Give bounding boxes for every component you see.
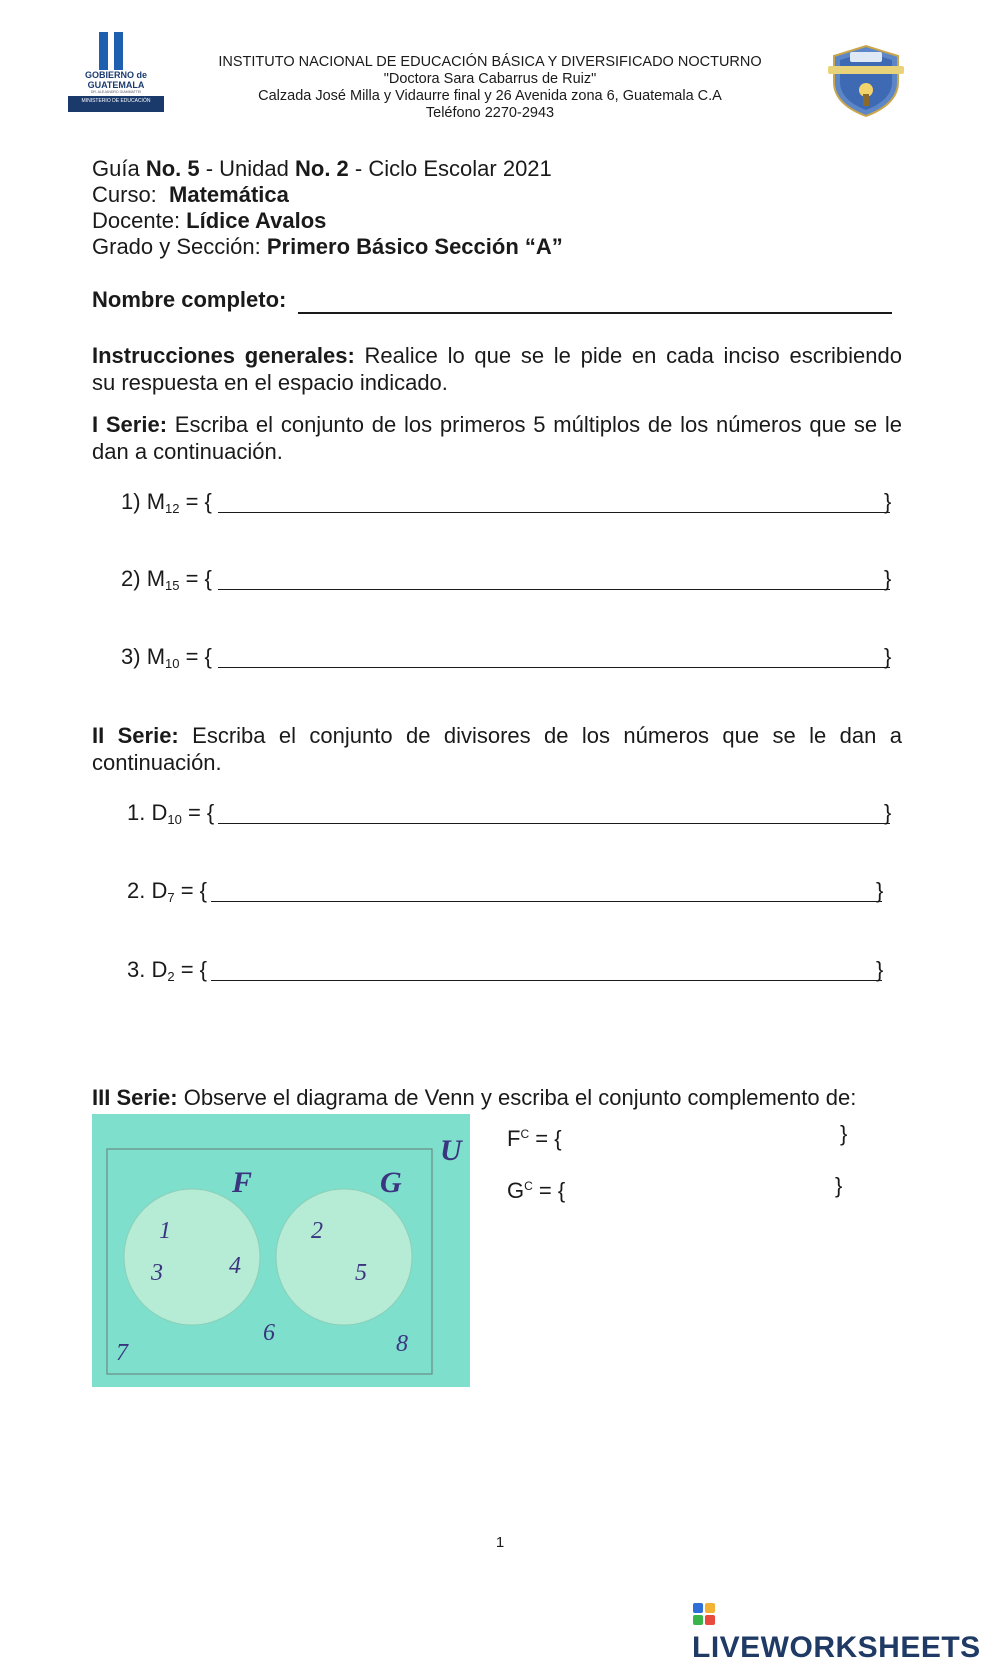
instructions-label: Instrucciones generales: [92,343,355,368]
serie-3-text: Observe el diagrama de Venn y escriba el conjunto complemento de: [177,1085,857,1110]
school-cycle: - Ciclo Escolar 2021 [348,156,552,181]
ministry-band: MINISTERIO DE EDUCACIÓN [68,96,164,112]
guide-info [92,156,563,260]
outside-element: 8 [396,1331,408,1357]
multiples-item-3: 3) $M_{10}$ = { [121,644,212,671]
guide-prefix: Guía [92,156,146,181]
serie-1-instructions [92,411,902,465]
course-label: Curso: [92,182,170,207]
school-crest-logo [826,40,906,120]
unit-number: No. 2 [295,156,349,181]
grade-label: Grado y Sección: [92,234,267,259]
venn-diagram [92,1114,470,1387]
institute-header [170,54,810,122]
set-f-element: 3 [151,1260,163,1286]
guide-line [92,156,563,182]
outside-element: 7 [116,1340,128,1366]
institute-dedication: "Doctora Sara Cabarrus de Ruiz" [383,71,597,87]
liveworksheets-brand [692,1597,1000,1665]
instructions-text-2: su respuesta en el espacio indicado. [92,370,448,395]
multiples-answer-line-1[interactable] [218,512,890,513]
serie-3-label: III Serie: [92,1085,178,1110]
set-g-element: 2 [311,1218,323,1244]
serie-1-text-2: dan a continuación. [92,439,283,464]
serie-1-text-1: Escriba el conjunto de los primeros 5 múltiplos de los números que se le [167,412,902,437]
teacher-label: Docente: [92,208,187,233]
closing-brace: } [840,1121,848,1146]
instructions-text-1: Realice lo que se le pide en cada inciso escribiendo [354,343,902,368]
serie-3-instructions [92,1084,902,1111]
serie-2-text-2: continuación. [92,750,222,775]
set-g-circle [276,1189,412,1325]
teacher-line [92,208,563,234]
gov-logo-sub: DR. ALEJANDRO GIAMMATTEI [90,90,142,94]
closing-brace: } [884,800,892,825]
divisors-item-2: 2. $D_7$ = { [127,878,208,905]
divisors-answer-line-1[interactable] [218,823,890,824]
liveworksheets-text: LIVEWORKSHEETS [692,1631,981,1664]
unit-prefix: - Unidad [199,156,295,181]
institute-name: INSTITUTO NACIONAL DE EDUCACIÓN BÁSICA Y DIVERSIFICADO NOCTURNO [218,54,762,70]
gov-logo-line2: GUATEMALA [87,80,145,90]
closing-brace: } [835,1173,843,1198]
closing-brace: } [884,566,892,591]
complement-g-answer-field[interactable] [572,1173,827,1199]
multiples-answer-line-3[interactable] [218,667,890,668]
liveworksheets-logo-icon [692,1602,716,1626]
institute-phone: Teléfono 2270-2943 [425,105,555,121]
page-number: 1 [495,1534,505,1551]
serie-2-text-1: Escriba el conjunto de divisores de los números que se le dan a [178,723,902,748]
multiples-item-2: 2) $M_{15}$ = { [121,566,212,593]
multiples-item-1: 1) $M_{12}$ = { [121,489,212,516]
general-instructions [92,342,902,396]
closing-brace: } [884,489,892,514]
closing-brace: } [876,957,884,982]
outside-element: 6 [263,1320,275,1346]
grade-value: Primero Básico Sección “A” [266,234,563,259]
full-name-input-line[interactable] [298,312,892,314]
serie-2-label: II Serie: [92,723,179,748]
complement-g: $G^C$ = { [507,1178,566,1203]
course-line [92,182,563,208]
gobierno-guatemala-logo [68,30,164,112]
closing-brace: } [884,644,892,669]
grade-line [92,234,563,260]
set-f-label: F [232,1166,253,1199]
multiples-answer-line-2[interactable] [218,589,890,590]
full-name-label: Nombre completo: [92,287,287,312]
institute-address: Calzada José Milla y Vidaurre final y 26 Avenida zona 6, Guatemala C.A [258,88,722,104]
set-f-element: 1 [159,1218,171,1244]
guide-number: No. 5 [145,156,200,181]
divisors-item-3: 3. $D_2$ = { [127,957,208,984]
set-g-element: 5 [355,1260,367,1286]
serie-2-instructions [92,722,902,776]
gov-logo-line1: GOBIERNO de [84,70,147,80]
divisors-answer-line-3[interactable] [211,980,882,981]
universe-label: U [440,1134,462,1167]
course-value: Matemática [169,182,289,207]
serie-1-label: I Serie: [92,412,168,437]
divisors-answer-line-2[interactable] [211,901,882,902]
set-f-element: 4 [229,1253,241,1279]
teacher-value: Lídice Avalos [186,208,327,233]
complement-f-answer-field[interactable] [572,1121,832,1147]
complement-f: $F^C$ = { [507,1126,562,1151]
set-g-label: G [380,1166,402,1199]
divisors-item-1: 1. $D_{10}$ = { [127,800,215,827]
closing-brace: } [876,878,884,903]
